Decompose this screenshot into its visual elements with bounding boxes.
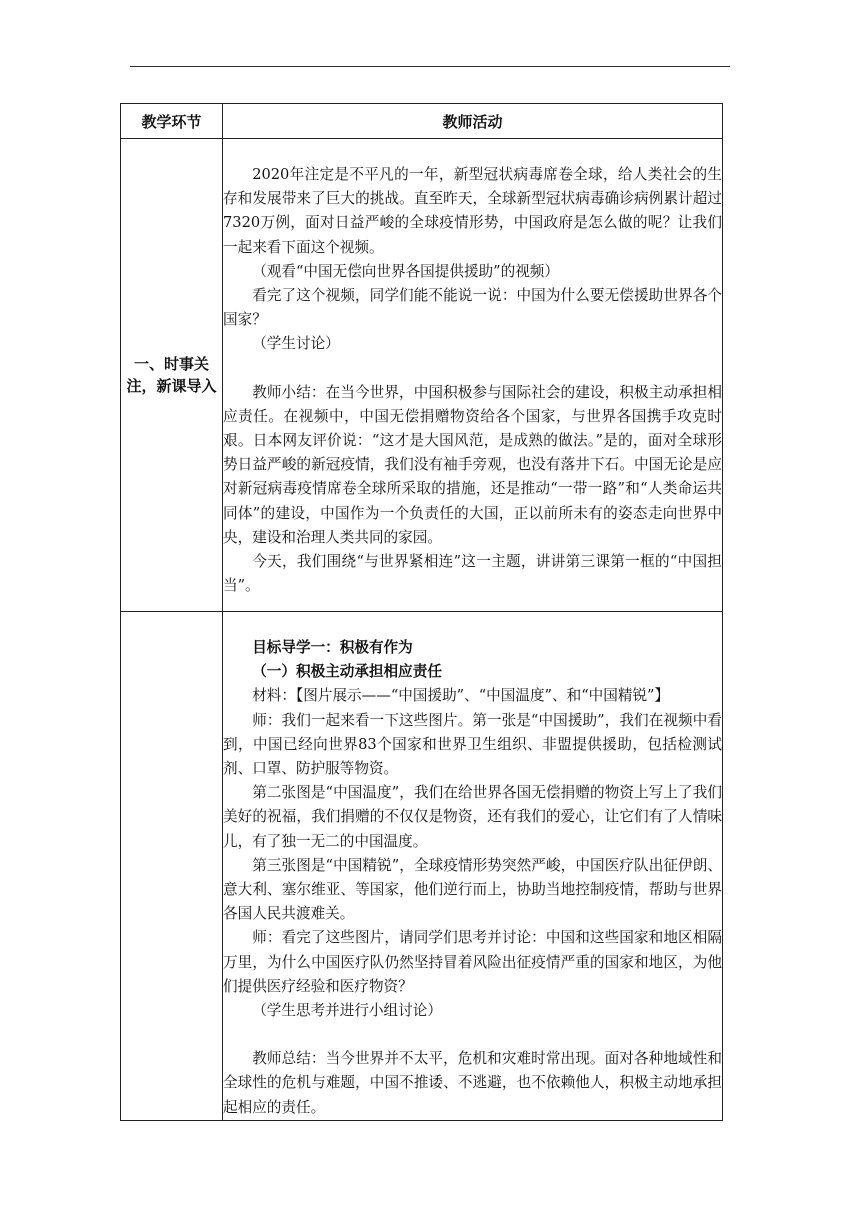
paragraph-group-discussion: （学生思考并进行小组讨论） — [252, 1002, 442, 1020]
activity-cell — [223, 612, 723, 1121]
paragraph-material: 材料：【图片展示——“中国援助”、“中国温度”、和“中国精锐”】 — [252, 687, 670, 705]
paragraph-question: 看完了这个视频，同学们能不能说一说：中国为什么要无偿援助世界各个国家？ — [223, 287, 722, 329]
activity-cell — [223, 139, 723, 612]
blank-line — [223, 1023, 722, 1047]
paragraph-discussion: （学生讨论） — [252, 335, 340, 353]
header-rule — [130, 66, 730, 67]
lesson-plan-table — [120, 103, 723, 1121]
paragraph-summary: 教师小结：在当今世界，中国积极参与国际社会的建设，积极主动承担相应责任。在视频中，中国无偿捐赠物资给各个国家，与世界各国携手攻克时艰。日本网友评价说：“这才是大国风范，是成熟的做法。”是的，面对全球形势日益严峻的新冠疫情，我们没有袖手旁观，也没有落井下石。中国无论是应对新冠病毒疫情席卷全球所采取的措施，还是推动“一带一路”和“人类命运共同体”的建设，中国作为一个负责任的大国，正以前所未有的姿态走向世界中央，建设和治理人类共同的家园。 — [223, 383, 722, 546]
paragraph-picture-1: 师：我们一起来看一下这些图片。第一张是“中国援助”，我们在视频中看到，中国已经向世界83个国家和世界卫生组织、非盟提供援助，包括检测试剂、口罩、防护服等物资。 — [223, 711, 722, 778]
header-teacher-activity: 教师活动 — [223, 104, 723, 139]
subsection-heading: （一）积极主动承担相应责任 — [252, 663, 442, 681]
objective-heading: 目标导学一：积极有作为 — [252, 639, 413, 656]
table-row — [121, 612, 723, 1121]
paragraph-intro: 2020年注定是不平凡的一年，新型冠状病毒席卷全球，给人类社会的生存和发展带来了巨大的挑战。直至昨天，全球新型冠状病毒确诊病例累计超过7320万例，面对日益严峻的全球疫情形势，中国政府是怎么做的呢？让我们一起来看下面这个视频。 — [223, 166, 722, 256]
header-stage: 教学环节 — [121, 104, 223, 139]
paragraph-think: 师：看完了这些图片，请同学们思考并讨论：中国和这些国家和地区相隔万里，为什么中国医疗队仍然坚持冒着风险出征疫情严重的国家和地区，为他们提供医疗经验和医疗物资？ — [223, 929, 722, 995]
table-header-row — [121, 104, 723, 139]
blank-line — [223, 139, 722, 163]
paragraph-picture-2: 第二张图是“中国温度”，我们在给世界各国无偿捐赠的物资上写上了我们美好的祝福，我们捐赠的不仅仅是物资，还有我们的爱心，让它们有了人情味儿，有了独一无二的中国温度。 — [223, 784, 722, 850]
paragraph-picture-3: 第三张图是“中国精锐”，全球疫情形势突然严峻，中国医疗队出征伊朗、意大利、塞尔维亚、等国家，他们逆行而上，协助当地控制疫情，帮助与世界各国人民共渡难关。 — [223, 856, 722, 923]
blank-line — [223, 612, 722, 636]
table-row — [121, 139, 723, 612]
paragraph-conclusion: 教师总结：当今世界并不太平，危机和灾难时常出现。面对各种地域性和全球性的危机与难题，中国不推诿、不逃避，也不依赖他人，积极主动地承担起相应的责任。 — [223, 1050, 722, 1116]
stage-cell — [121, 612, 223, 1121]
stage-cell: 一、时事关注，新课导入 — [121, 139, 223, 612]
paragraph-video: （观看“中国无偿向世界各国提供援助”的视频） — [252, 262, 559, 280]
blank-line — [223, 357, 722, 381]
paragraph-topic: 今天，我们围绕“与世界紧相连”这一主题，讲讲第三课第一框的“中国担当”。 — [223, 553, 722, 595]
